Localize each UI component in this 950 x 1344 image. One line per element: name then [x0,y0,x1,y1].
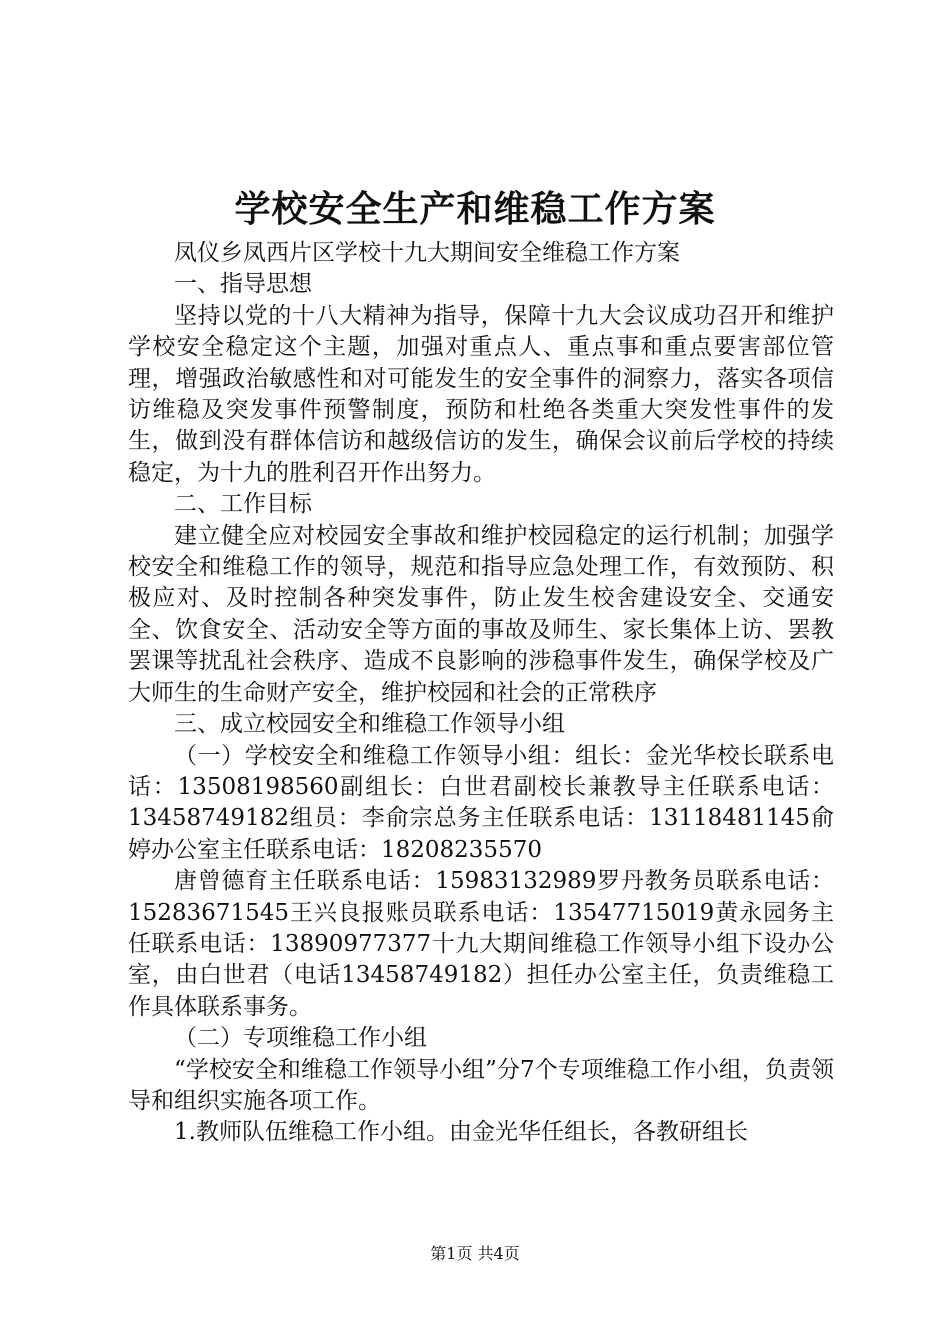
paragraph-leadership-group: （一）学校安全和维稳工作领导小组：组长：金光华校长联系电话：13508198560副组长：白世君副校长兼教导主任联系电话：13458749182组员：李俞宗总务主任联系电话：13118481145俞婷办公室主任联系电话：18208235570 [128,742,834,863]
paragraph-special-groups: “学校安全和维稳工作领导小组”分7个专项维稳工作小组，负责领导和组织实施各项工作。 [128,1056,834,1114]
paragraph-members-contacts: 唐曾德育主任联系电话：15983132989罗丹教务员联系电话：15283671545王兴良报账员联系电话：13547715019黄永园务主任联系电话：13890977377十九大期间维稳工作领导小组下设办公室，由白世君（电话13458749182）担任办公室主任，负责维稳工作具体联系事务。 [128,868,834,1020]
section-heading-2: 二、工作目标 [174,491,312,518]
document-body [128,238,834,1149]
document-title: 学校安全生产和维稳工作方案 [234,188,716,230]
paragraph-work-goals: 建立健全应对校园安全事故和维护校园稳定的运行机制；加强学校安全和维稳工作的领导，规范和指导应急处理工作，有效预防、积极应对、及时控制各种突发事件，防止发生校舍建设安全、交通安全、饮食安全、活动安全等方面的事故及师生、家长集体上访、罢教罢课等扰乱社会秩序、造成不良影响的涉稳事件发生，确保学校及广大师生的生命财产安全，维护校园和社会的正常秩序 [128,522,834,706]
subsection-heading-2: （二）专项维稳工作小组 [174,1025,427,1052]
section-heading-1: 一、指导思想 [174,271,312,298]
paragraph-teacher-group: 1.教师队伍维稳工作小组。由金光华任组长，各教研组长 [174,1119,748,1146]
subtitle-paragraph: 凤仪乡凤西片区学校十九大期间安全维稳工作方案 [174,240,680,266]
section-heading-3: 三、成立校园安全和维稳工作领导小组 [174,711,565,738]
paragraph-guiding-thought: 坚持以党的十八大精神为指导，保障十九大会议成功召开和维护学校安全稳定这个主题，加强对重点人、重点事和重点要害部位管理，增强政治敏感性和对可能发生的安全事件的洞察力，落实各项信访维稳及突发事件预警制度，预防和杜绝各类重大突发性事件的发生，做到没有群体信访和越级信访的发生，确保会议前后学校的持续稳定，为十九的胜利召开作出努力。 [128,302,834,486]
page-footer: 第1页 共4页 [430,1244,520,1263]
